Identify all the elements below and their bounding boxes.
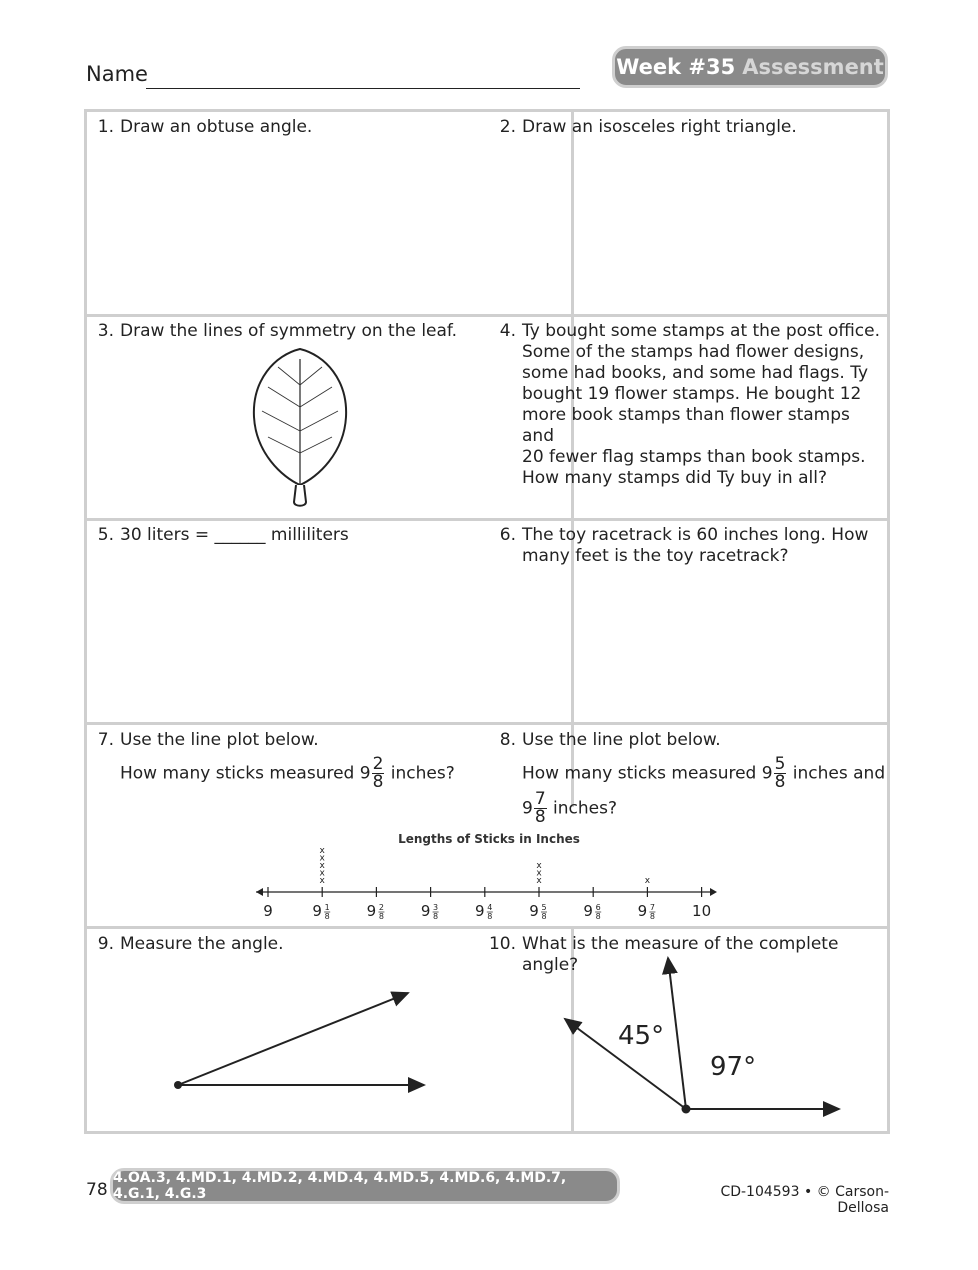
tick-label: 10 bbox=[692, 902, 712, 920]
q8-question bbox=[522, 756, 885, 791]
tick-frac-den: 8 bbox=[378, 912, 384, 921]
publisher-credit: CD-104593 • © Carson-Dellosa bbox=[720, 1184, 889, 1216]
divider bbox=[87, 722, 887, 725]
q8-fraction-1 bbox=[774, 756, 787, 791]
assessment-label: Assessment bbox=[742, 55, 884, 79]
question-text: Draw an obtuse angle. bbox=[120, 117, 313, 137]
plot-marker: x bbox=[319, 876, 325, 886]
week-label: Week #35 bbox=[616, 55, 736, 79]
tick-label: 9 bbox=[366, 902, 377, 920]
tick-frac-den: 8 bbox=[595, 912, 601, 921]
divider bbox=[87, 314, 887, 317]
fraction-numerator: 2 bbox=[372, 754, 384, 774]
divider bbox=[87, 926, 887, 929]
line-plot bbox=[250, 840, 730, 925]
axis-arrow-right bbox=[710, 888, 717, 896]
question-text: Draw the lines of symmetry on the leaf. bbox=[120, 321, 458, 341]
standards-badge: 4.OA.3, 4.MD.1, 4.MD.2, 4.MD.4, 4.MD.5, 4.MD.6, 4.MD.7, 4.G.1, 4.G.3 bbox=[110, 1168, 620, 1204]
question-number: 3. bbox=[97, 321, 114, 341]
fraction-denominator: 8 bbox=[372, 772, 384, 792]
plot-marker: x bbox=[644, 876, 651, 886]
plot-marker: x bbox=[536, 876, 542, 886]
question-number: 5. bbox=[97, 525, 114, 545]
tick-frac-den: 8 bbox=[541, 912, 547, 921]
angle-figure-q9 bbox=[160, 980, 450, 1105]
q8-prefix: How many sticks measured 9 bbox=[522, 763, 773, 784]
tick-frac-num: 1 bbox=[324, 903, 330, 912]
question-number: 8. bbox=[499, 730, 516, 750]
question-text: Use the line plot below. bbox=[120, 730, 319, 750]
fraction-denominator: 8 bbox=[774, 772, 786, 792]
question-number: 10. bbox=[488, 934, 516, 954]
angle-label-right: 97° bbox=[710, 1052, 757, 1082]
leaf-illustration bbox=[250, 345, 350, 510]
angle-figure-q10 bbox=[555, 950, 855, 1125]
question-number: 7. bbox=[97, 730, 114, 750]
q8-question-line2 bbox=[522, 791, 617, 826]
q8-whole: 9 bbox=[522, 798, 533, 819]
question-text: Draw an isosceles right triangle. bbox=[522, 117, 797, 137]
plot-marker: x bbox=[319, 861, 325, 871]
name-label: Name bbox=[86, 62, 148, 86]
angle-label-left: 45° bbox=[618, 1021, 665, 1051]
tick-frac-num: 5 bbox=[541, 903, 547, 912]
q8-mid: inches and bbox=[787, 763, 886, 784]
tick-label: 9 bbox=[263, 902, 273, 920]
tick-frac-num: 2 bbox=[378, 903, 384, 912]
question-text: 30 liters = ______ milliliters bbox=[120, 525, 349, 545]
question-number: 1. bbox=[97, 117, 114, 137]
week-badge bbox=[612, 46, 888, 88]
plot-marker: x bbox=[319, 846, 325, 856]
plot-marker: x bbox=[319, 868, 325, 879]
tick-label: 9 bbox=[420, 902, 431, 920]
question-text: Measure the angle. bbox=[120, 934, 284, 954]
question-text: What is the measure of the complete angle? bbox=[522, 934, 839, 975]
axis-arrow-left bbox=[256, 888, 263, 896]
question-text: Use the line plot below. bbox=[522, 730, 721, 750]
divider bbox=[87, 518, 887, 521]
plot-marker: x bbox=[536, 868, 542, 879]
line-plot-title: Lengths of Sticks in Inches bbox=[398, 832, 580, 846]
q7-fraction bbox=[372, 756, 385, 791]
question-number: 6. bbox=[499, 525, 516, 545]
tick-frac-den: 8 bbox=[433, 912, 439, 921]
fraction-numerator: 7 bbox=[534, 789, 546, 809]
tick-frac-num: 4 bbox=[487, 903, 493, 912]
q8-fraction-2 bbox=[534, 791, 547, 826]
question-number: 2. bbox=[499, 117, 516, 137]
tick-frac-den: 8 bbox=[487, 912, 493, 921]
q7-suffix: inches? bbox=[385, 763, 455, 784]
tick-frac-num: 3 bbox=[433, 903, 439, 912]
tick-frac-num: 6 bbox=[595, 903, 601, 912]
q7-prefix: How many sticks measured 9 bbox=[120, 763, 371, 784]
fraction-numerator: 5 bbox=[774, 754, 786, 774]
tick-frac-num: 7 bbox=[649, 903, 655, 912]
tick-label: 9 bbox=[529, 902, 539, 920]
question-number: 4. bbox=[499, 321, 516, 341]
q7-question bbox=[120, 756, 455, 791]
question-number: 9. bbox=[97, 934, 114, 954]
plot-marker: x bbox=[319, 853, 325, 864]
fraction-denominator: 8 bbox=[534, 807, 546, 827]
name-line[interactable] bbox=[146, 88, 580, 89]
question-text: Ty bought some stamps at the post office. Some of the stamps had flower designs, some had books, and some had flags. Ty bought 19 flower stamps. He bought 12 more book stamps than flower stamps and 20 fewer flag stamps than book stamps. How many stamps did Ty buy in all? bbox=[522, 321, 880, 488]
plot-marker: x bbox=[536, 861, 542, 871]
q8-suffix: inches? bbox=[547, 798, 618, 819]
tick-label: 9 bbox=[312, 902, 322, 920]
tick-frac-den: 8 bbox=[649, 912, 655, 921]
tick-label: 9 bbox=[475, 902, 485, 920]
tick-label: 9 bbox=[637, 902, 648, 920]
tick-label: 9 bbox=[583, 902, 593, 920]
page-number: 78 bbox=[86, 1180, 108, 1200]
tick-frac-den: 8 bbox=[324, 912, 330, 921]
question-text: The toy racetrack is 60 inches long. How many feet is the toy racetrack? bbox=[522, 525, 869, 566]
